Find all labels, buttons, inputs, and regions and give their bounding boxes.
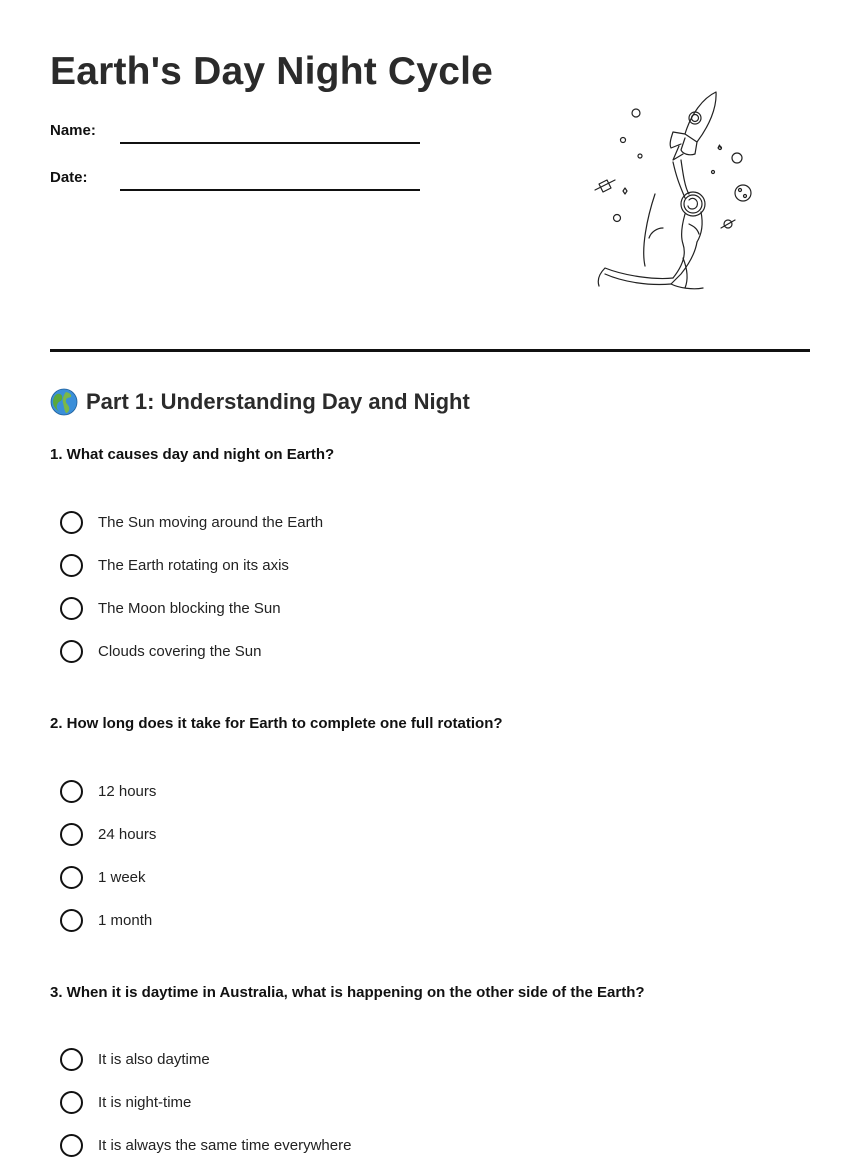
radio-button[interactable]	[60, 1048, 83, 1071]
radio-button[interactable]	[60, 866, 83, 889]
q1-option-1[interactable]	[60, 509, 323, 535]
space-decoration-icons	[595, 109, 751, 228]
q2-option-1[interactable]	[60, 778, 156, 804]
rocket-icon	[670, 92, 716, 160]
radio-button[interactable]	[60, 511, 83, 534]
question-2: 2. How long does it take for Earth to complete one full rotation?	[50, 715, 503, 732]
option-label: 12 hours	[98, 782, 157, 800]
radio-button[interactable]	[60, 640, 83, 663]
option-label: It is always the same time everywhere	[98, 1136, 352, 1154]
option-label: 24 hours	[98, 825, 157, 843]
q2-option-3[interactable]	[60, 864, 146, 890]
option-label: It is night-time	[98, 1093, 192, 1111]
q2-option-2[interactable]	[60, 821, 156, 847]
page-title: Earth's Day Night Cycle	[50, 50, 494, 93]
globe-icon	[50, 388, 78, 416]
radio-button[interactable]	[60, 1091, 83, 1114]
option-label: 1 week	[98, 868, 146, 886]
radio-button[interactable]	[60, 909, 83, 932]
name-label: Name:	[50, 122, 96, 139]
q3-option-2[interactable]	[60, 1089, 191, 1115]
radio-button[interactable]	[60, 823, 83, 846]
option-label: 1 month	[98, 911, 153, 929]
section-title-text: Part 1: Understanding Day and Night	[86, 389, 470, 414]
kangaroo-astronaut-icon	[598, 160, 705, 289]
question-3: 3. When it is daytime in Australia, what is happening on the other side of the Earth?	[50, 984, 645, 1001]
date-input-line[interactable]	[120, 189, 420, 191]
q1-option-2[interactable]	[60, 552, 289, 578]
name-input-line[interactable]	[120, 142, 420, 144]
radio-button[interactable]	[60, 1134, 83, 1157]
question-1: 1. What causes day and night on Earth?	[50, 446, 335, 463]
date-label: Date:	[50, 169, 88, 186]
q1-option-4[interactable]	[60, 638, 261, 664]
section-title	[50, 388, 470, 416]
option-label: Clouds covering the Sun	[98, 642, 262, 660]
radio-button[interactable]	[60, 780, 83, 803]
q2-option-4[interactable]	[60, 907, 152, 933]
radio-button[interactable]	[60, 597, 83, 620]
option-label: The Moon blocking the Sun	[98, 599, 281, 617]
option-label: It is also daytime	[98, 1050, 210, 1068]
q3-option-3[interactable]	[60, 1132, 351, 1158]
section-divider	[50, 349, 810, 352]
q1-option-3[interactable]	[60, 595, 281, 621]
option-label: The Earth rotating on its axis	[98, 556, 289, 574]
option-label: The Sun moving around the Earth	[98, 513, 324, 531]
q3-option-1[interactable]	[60, 1046, 210, 1072]
radio-button[interactable]	[60, 554, 83, 577]
kangaroo-rocket-illustration	[585, 88, 760, 303]
